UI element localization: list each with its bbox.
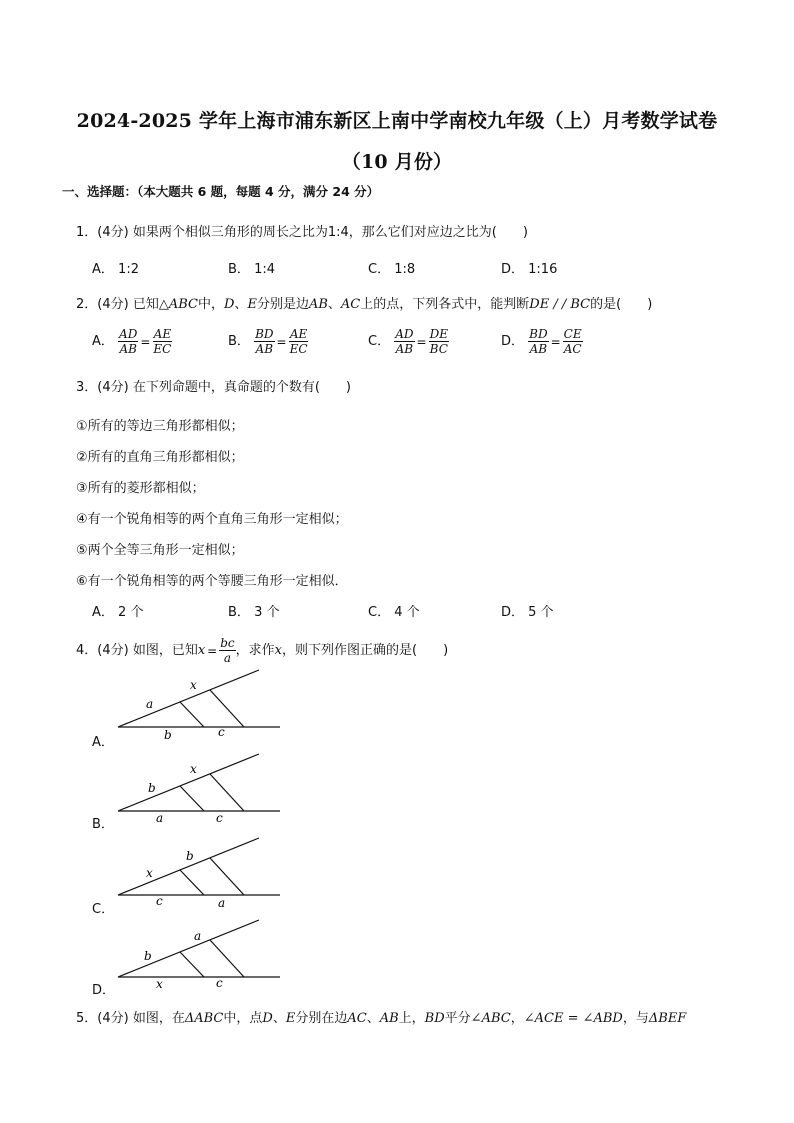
fig-b-top-label: x xyxy=(190,762,197,776)
q1-option-c[interactable]: C． 1:8 xyxy=(368,262,416,277)
fig-a-upper-label: a xyxy=(146,697,154,711)
q3-statement-2: ②所有的直角三角形都相似； xyxy=(76,450,244,465)
fig-c-top-label: b xyxy=(186,849,194,863)
q3-option-b[interactable]: B． 3 个 xyxy=(228,605,280,620)
question-2: 2．(4分) 已知△ABC中，D、E分别是边AB、AC上的点，下列各式中，能判断DE / / BC的是( ) xyxy=(76,297,653,312)
q2-option-d[interactable]: D． $\frac{BD}{AB}$ = $\frac{CE}{AC}$ xyxy=(501,327,582,356)
q4-figure-a[interactable] xyxy=(114,668,284,744)
q3-option-c[interactable]: C． 4 个 xyxy=(368,605,420,620)
fig-a-lower-label-1: b xyxy=(164,728,172,740)
question-1: 1．(4分) 如果两个相似三角形的周长之比为1:4，那么它们对应边之比为( ) xyxy=(76,225,528,240)
fig-b-lower-label-1: a xyxy=(156,811,164,824)
fig-c-lower-label-1: c xyxy=(156,894,163,908)
fig-d-upper-label: b xyxy=(144,949,152,963)
q2-option-b[interactable]: B． $\frac{BD}{AB}$ = $\frac{AE}{EC}$ xyxy=(228,327,308,356)
q2-option-a[interactable]: A． $\frac{AD}{AB}$ = $\frac{AE}{EC}$ xyxy=(92,327,172,356)
fig-d-lower-label-1: x xyxy=(156,977,163,990)
fig-c-lower-label-2: a xyxy=(218,896,226,908)
q4-option-a-label[interactable]: A． xyxy=(92,735,114,750)
q4-option-d-label[interactable]: D． xyxy=(92,983,116,998)
fig-a-top-label: x xyxy=(190,678,197,692)
q4-option-c-label[interactable]: C． xyxy=(92,902,115,917)
q3-statement-5: ⑤两个全等三角形一定相似； xyxy=(76,543,244,558)
q3-statement-1: ①所有的等边三角形都相似； xyxy=(76,419,244,434)
fig-b-lower-label-2: c xyxy=(216,811,223,824)
fig-b-upper-label: b xyxy=(148,781,156,795)
q3-option-d[interactable]: D． 5 个 xyxy=(501,605,554,620)
question-5: 5．(4分) 如图，在ΔABC中，点D、E分别在边AC、AB上，BD平分∠ABC，∠ACE = ∠ABD，与ΔBEF xyxy=(76,1011,687,1026)
fig-d-top-label: a xyxy=(194,929,202,943)
q1-option-a[interactable]: A． 1:2 xyxy=(92,262,139,277)
q3-statement-6: ⑥有一个锐角相等的两个等腰三角形一定相似． xyxy=(76,574,348,589)
q3-option-a[interactable]: A． 2 个 xyxy=(92,605,144,620)
question-4: 4．(4分) 如图，已知x= $\frac{bc}{a}$ ，求作x，则下列作图正确的是( ) xyxy=(76,636,449,665)
fig-c-upper-label: x xyxy=(146,866,153,880)
q3-statement-3: ③所有的菱形都相似； xyxy=(76,481,205,496)
fig-d-lower-label-2: c xyxy=(216,976,223,990)
q1-option-d[interactable]: D． 1:16 xyxy=(501,262,558,277)
question-3: 3．(4分) 在下列命题中，真命题的个数有( ) xyxy=(76,380,351,395)
q3-statement-4: ④有一个锐角相等的两个直角三角形一定相似； xyxy=(76,512,348,527)
exam-subtitle: （10 月份） xyxy=(341,151,453,173)
q1-option-b[interactable]: B． 1:4 xyxy=(228,262,275,277)
section-header: 一、选择题：（本大题共 6 题，每题 4 分，满分 24 分） xyxy=(62,184,380,199)
q4-figure-d[interactable] xyxy=(114,918,284,994)
q4-option-b-label[interactable]: B． xyxy=(92,817,114,832)
fig-a-lower-label-2: c xyxy=(218,725,225,739)
exam-title: 2024-2025 学年上海市浦东新区上南中学南校九年级（上）月考数学试卷 xyxy=(76,110,718,132)
q4-figure-b[interactable] xyxy=(114,752,284,828)
q4-figure-c[interactable] xyxy=(114,836,284,912)
q2-option-c[interactable]: C． $\frac{AD}{AB}$ = $\frac{DE}{BC}$ xyxy=(368,327,448,356)
